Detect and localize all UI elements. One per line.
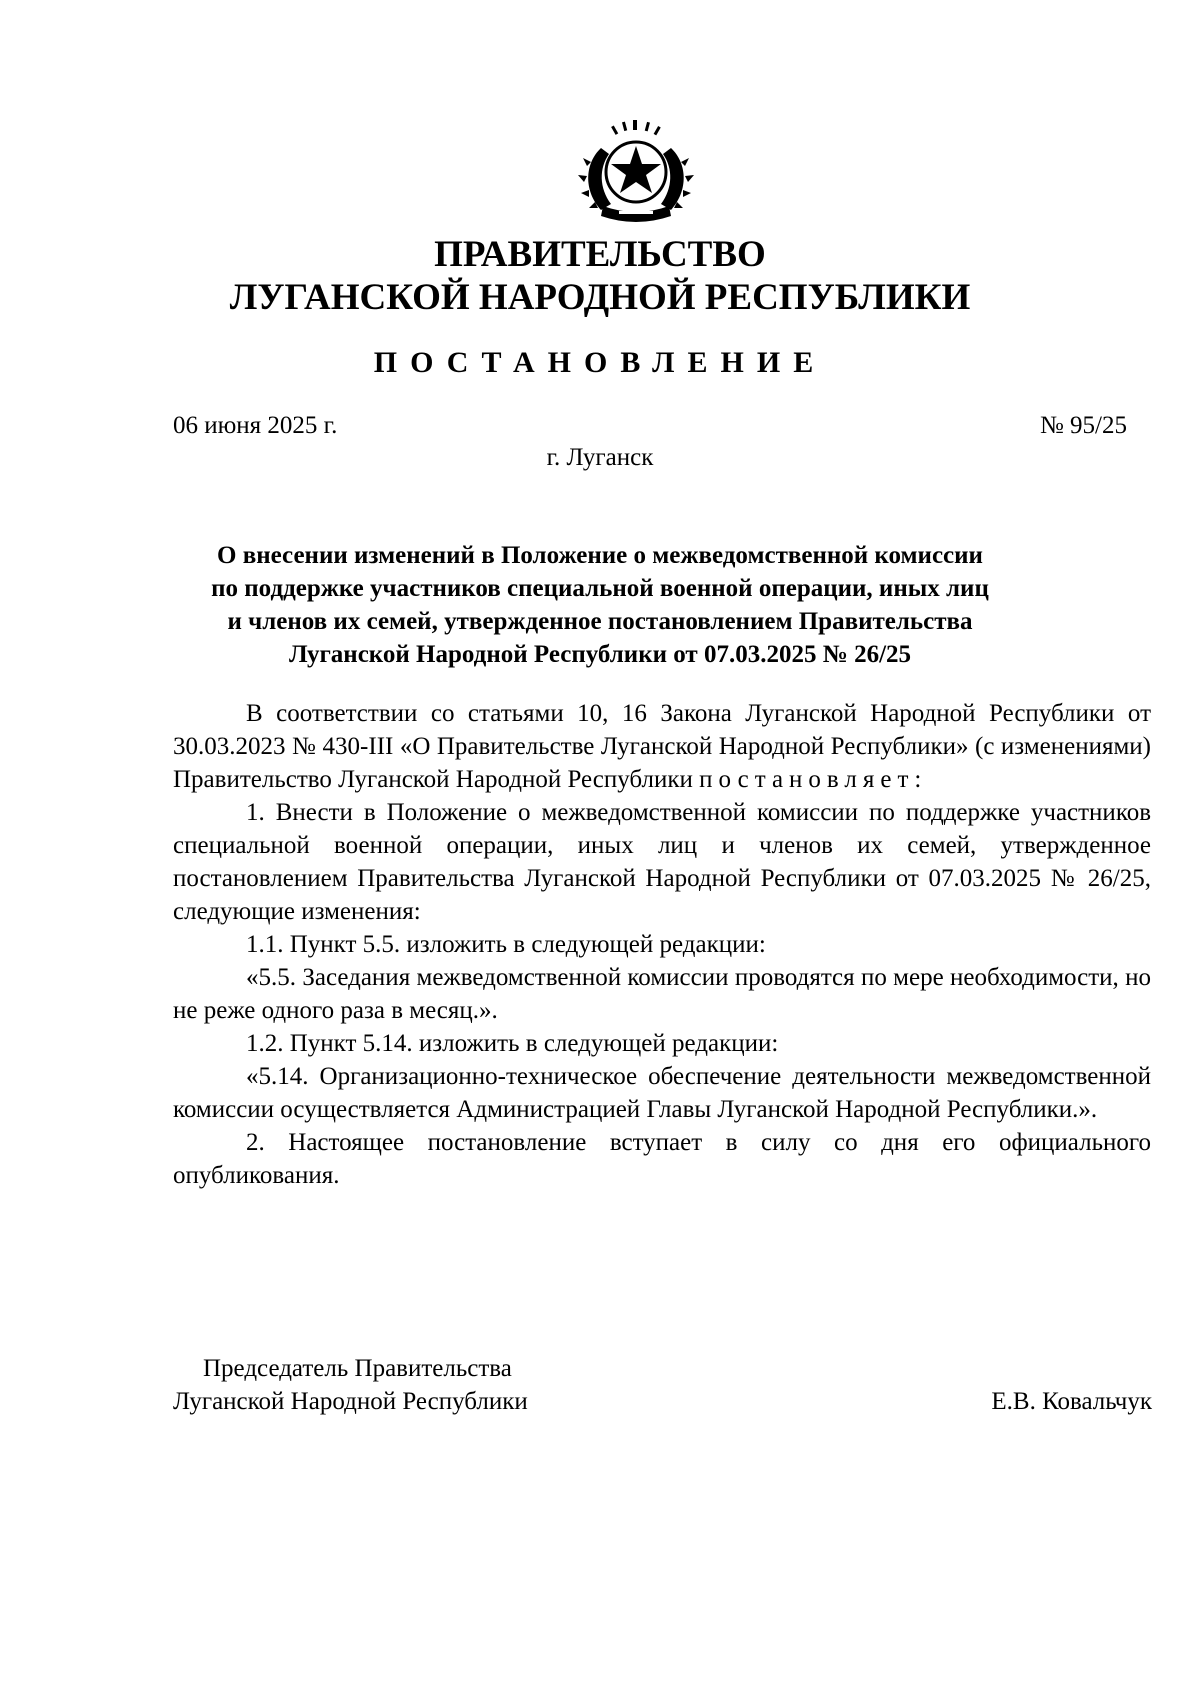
document-city: г. Луганск bbox=[546, 444, 654, 471]
paragraph-1-1-text: «5.5. Заседания межведомственной комиссии проводятся по мере необходимости, но не реже одного раза в месяц.». bbox=[173, 964, 1151, 1024]
signature-position-line1: Председатель Правительства bbox=[203, 1355, 512, 1382]
intro-paragraph bbox=[173, 697, 1151, 796]
heading-line: по поддержке участников специальной военной операции, иных лиц bbox=[211, 575, 989, 602]
resolves-word: постановляет: bbox=[699, 766, 928, 793]
signature-position bbox=[173, 1352, 528, 1418]
heading-line: Луганской Народной Республики от 07.03.2025 № 26/25 bbox=[288, 641, 912, 668]
intro-text: В соответствии со статьями 10, 16 Закона Луганской Народной Республики от 30.03.2023 № 430-III «О Правительстве Луганской Народной Республики» (с изменениями) Правительство Луганской Народной Республики bbox=[173, 700, 1151, 793]
signature-name: Е.В. Ковальчук bbox=[991, 1388, 1152, 1415]
paragraph-1: 1. Внести в Положение о межведомственной комиссии по поддержке участников специальной военной операции, иных лиц и членов их семей, утвержденное постановлением Правительства Луганской Народной Республики от 07.03.2025 № 26/25, следующие изменения: bbox=[173, 799, 1151, 925]
paragraph-1-2-text: «5.14. Организационно-техническое обеспечение деятельности межведомственной комиссии осуществляется Администрацией Главы Луганской Народной Республики.». bbox=[173, 1063, 1151, 1123]
document-heading bbox=[160, 539, 1040, 671]
government-title-line1: ПРАВИТЕЛЬСТВО bbox=[434, 234, 766, 275]
document-type: ПОСТАНОВЛЕНИЕ bbox=[373, 346, 827, 379]
document-body bbox=[173, 697, 1151, 1192]
heading-line: и членов их семей, утвержденное постановлением Правительства bbox=[227, 608, 973, 635]
heading-line: О внесении изменений в Положение о межведомственной комиссии bbox=[217, 542, 983, 569]
government-title-line2: ЛУГАНСКОЙ НАРОДНОЙ РЕСПУБЛИКИ bbox=[229, 277, 971, 318]
signature-position-line2: Луганской Народной Республики bbox=[173, 1388, 528, 1415]
paragraph-1-1: 1.1. Пункт 5.5. изложить в следующей редакции: bbox=[246, 931, 766, 958]
coat-of-arms-icon bbox=[571, 118, 701, 230]
document-number: № 95/25 bbox=[1039, 412, 1127, 439]
paragraph-2: 2. Настоящее постановление вступает в силу со дня его официального опубликования. bbox=[173, 1129, 1151, 1189]
document-date: 06 июня 2025 г. bbox=[173, 412, 338, 439]
paragraph-1-2: 1.2. Пункт 5.14. изложить в следующей редакции: bbox=[246, 1030, 779, 1057]
